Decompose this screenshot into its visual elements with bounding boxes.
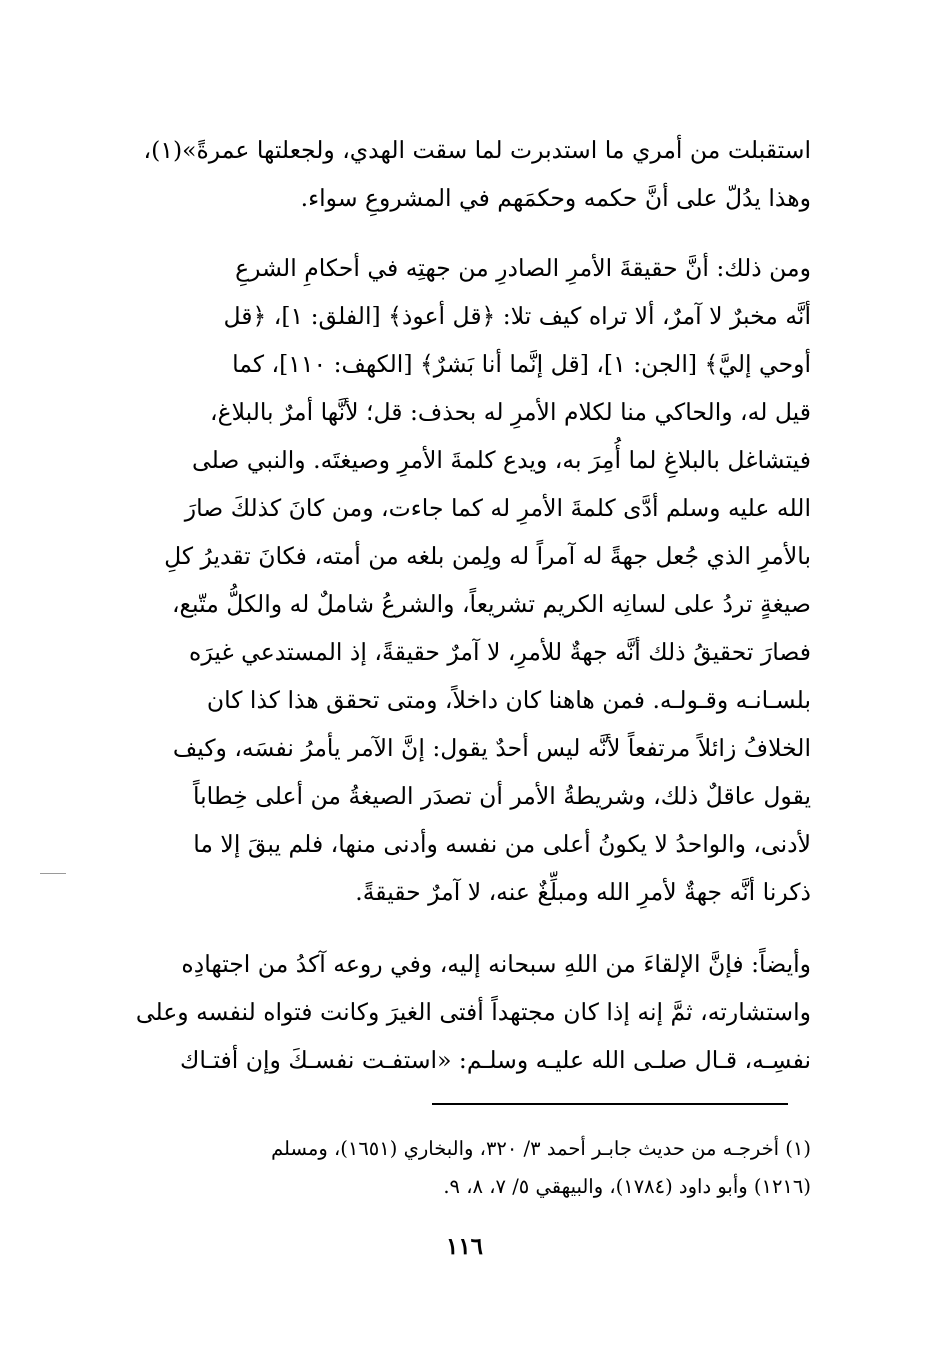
text-line: ذكرنا أنَّه جهةٌ لأمرِ الله ومبلِّغٌ عنه، لا آمرٌ حقيقةً. [355, 878, 811, 906]
paragraph-1 [121, 126, 811, 222]
text-line: نفسِـه، قـال صلـى الله عليـه وسلـم: «استفـت نفسـكَ وإن أفتـاك [180, 1046, 811, 1074]
text-line: الخلافُ زائلاً مرتفعاً لأنَّه ليس أحدٌ يقول: إنَّ الآمر يأمرُ نفسَه، وكيف [172, 734, 811, 762]
text-line: الله عليه وسلم أدَّى كلمةَ الأمرِ له كما جاءت، ومن كانَ كذلكَ صارَ [184, 494, 811, 522]
text-line: يقول عاقلٌ ذلك، وشريطةُ الأمر أن تصدَر الصيغةُ من أعلى خِطاباً [192, 782, 811, 810]
text-line: استقبلت من أمري ما استدبرت لما سقت الهدي، ولجعلتها عمرةً»(١)، [143, 136, 811, 164]
page-number: ١١٦ [445, 1233, 484, 1260]
paragraph-3 [121, 940, 811, 1084]
footnote [121, 1130, 811, 1206]
footnote-separator [432, 1103, 788, 1105]
text-line: صيغةٍ تردُ على لسانِه الكريم تشريعاً، والشرعُ شاملٌ له والكلُّ متّبع، [171, 590, 811, 618]
text-line: بالأمرِ الذي جُعل جهةً له آمراً له ولِمن بلغه من أمته، فكانَ تقديرُ كلِ [164, 542, 811, 570]
text-line: وهذا يدُلّ على أنَّ حكمه وحكمَهم في المشروعِ سواء. [300, 184, 811, 212]
text-line: أوحي إليَّ﴾ [الجن: ١]، [قل إنَّما أنا بَشرٌ﴾ [الكهف: ١١٠]، كما [232, 350, 811, 378]
text-line: لأدنى، والواحدُ لا يكونُ أعلى من نفسه وأدنى منها، فلم يبقَ إلا ما [193, 830, 811, 858]
text-line: ومن ذلك: أنَّ حقيقةَ الأمرِ الصادرِ من جهتِه في أحكامِ الشرعِ [235, 254, 811, 282]
text-line: وأيضاً: فإنَّ الإلقاءَ من اللهِ سبحانه إليه، وفي روعه آكدُ من اجتهادِه [181, 950, 811, 978]
footnote-line: (١٢١٦) وأبو داود (١٧٨٤)، والبيهقي ٥/ ٧، ٨، ٩. [443, 1175, 811, 1198]
scan-mark [40, 873, 66, 874]
text-line: فصارَ تحقيقُ ذلك أنَّه جهةٌ للأمرِ، لا آمرٌ حقيقةً، إذ المستدعي غيرَه [189, 638, 811, 666]
text-line: أنَّه مخبرٌ لا آمرٌ، ألا تراه كيف تلا: ﴿قل أعوذ﴾ [الفلق: ١]، ﴿قل [223, 302, 811, 330]
text-line: واستشارته، ثمَّ إنه إذا كان مجتهداً أفتى الغيرَ وكانت فتواه لنفسه وعلى [135, 998, 811, 1026]
text-line: فيتشاغل بالبلاغِ لما أُمِرَ به، ويدع كلمةَ الأمرِ وصيغتَه. والنبي صلى [192, 446, 811, 474]
footnote-line: (١) أخرجـه من حديث جابـر أحمد ٣/ ٣٢٠، والبخاري (١٦٥١)، ومسلم [271, 1137, 811, 1160]
text-line: بلسـانـه وقـولـه. فمن هاهنا كان داخلاً، ومتى تحقق هذا كذا كان [206, 686, 811, 714]
paragraph-2 [121, 244, 811, 916]
text-line: قيل له، والحاكي منا لكلام الأمرِ له بحذف: قل؛ لأنَّها أمرٌ بالبلاغ، [210, 398, 811, 426]
